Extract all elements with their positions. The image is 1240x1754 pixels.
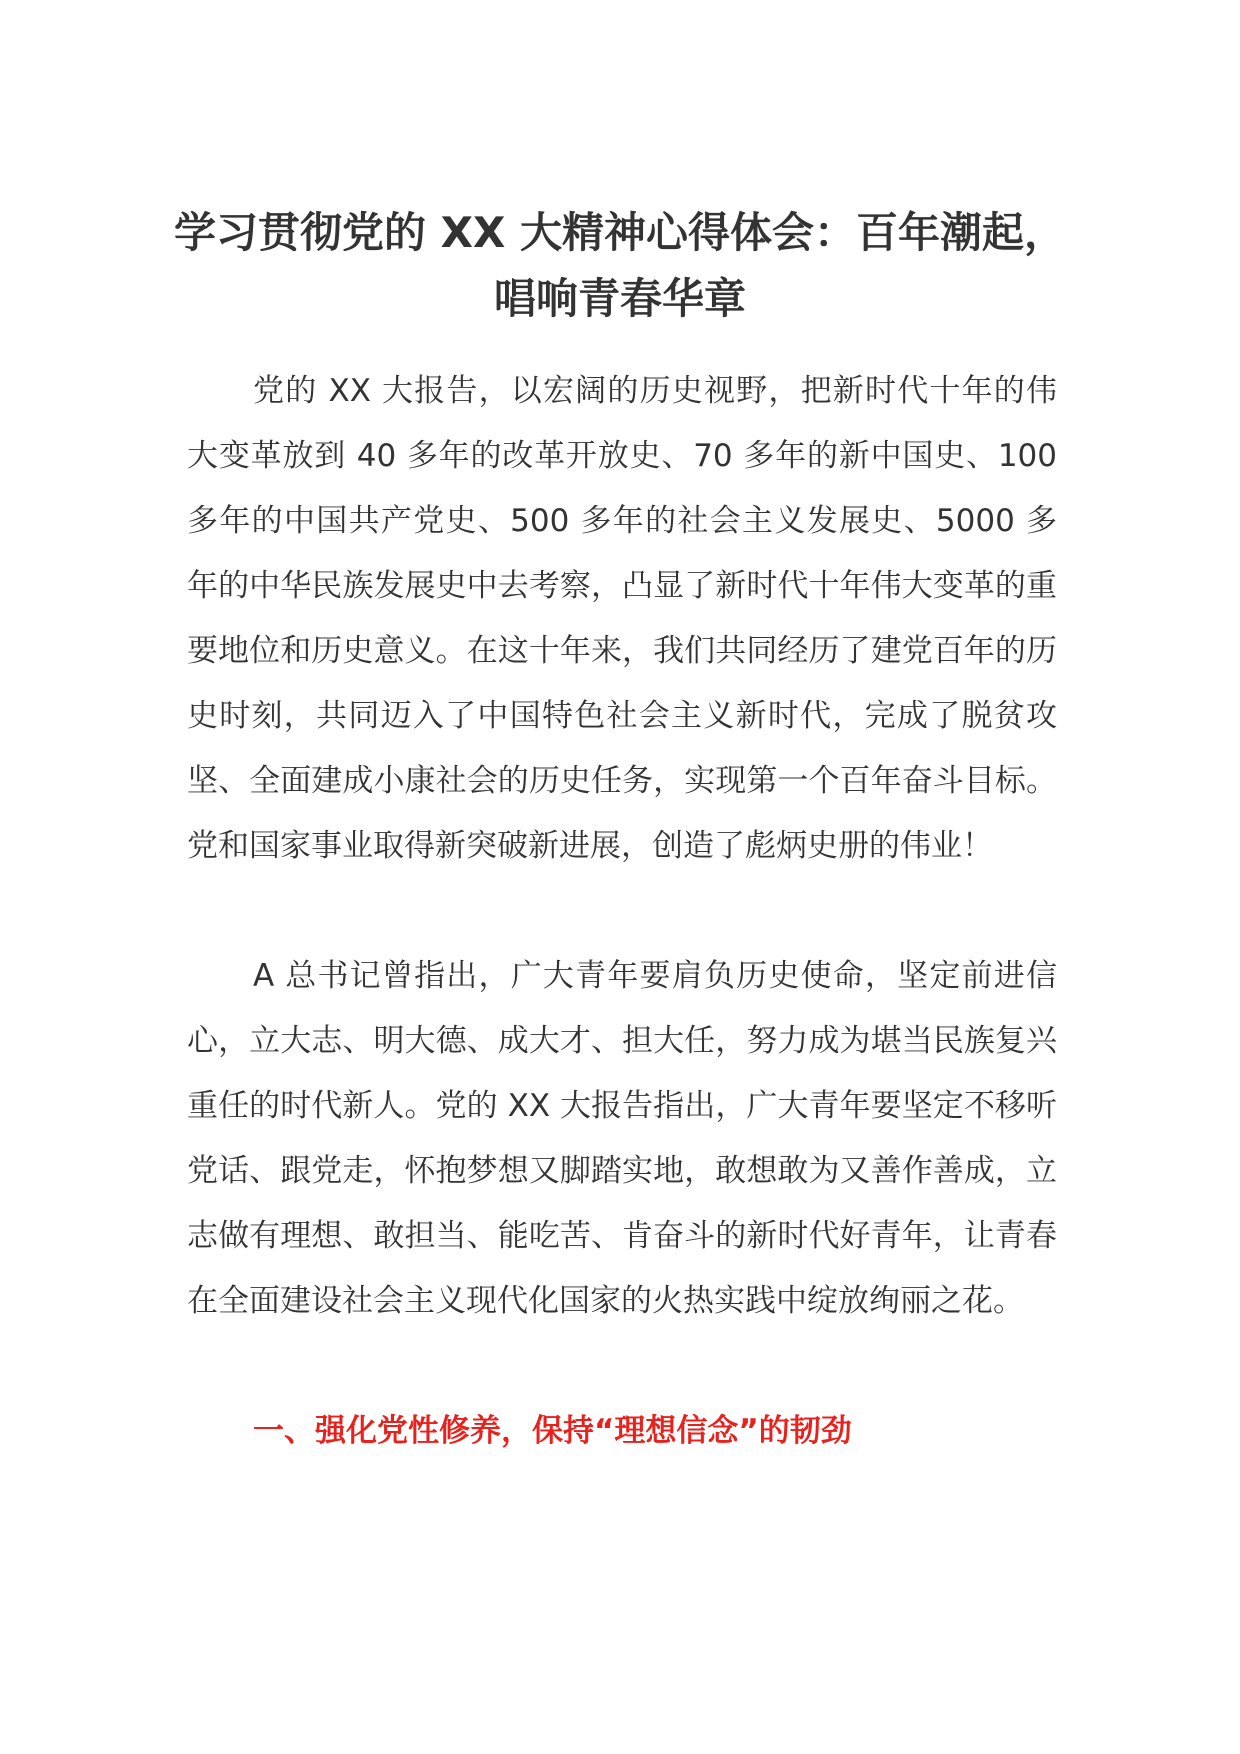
- paragraph-1: 党的 XX 大报告，以宏阔的历史视野，把新时代十年的伟大变革放到 40 多年的改革开放史、70 多年的新中国史、100 多年的中国共产党史、500 多年的社会主义发展史、5000 多年的中华民族发展史中去考察，凸显了新时代十年伟大变革的重要地位和历史意义。在这十年来，我们共同经历了建党百年的历史时刻，共同迈入了中国特色社会主义新时代，完成了脱贫攻坚、全面建成小康社会的历史任务，实现第一个百年奋斗目标。党和国家事业取得新突破新进展，创造了彪炳史册的伟业！: [187, 373, 1057, 864]
- paragraph-2: A 总书记曾指出，广大青年要肩负历史使命，坚定前进信心，立大志、明大德、成大才、担大任，努力成为堪当民族复兴重任的时代新人。党的 XX 大报告指出，广大青年要坚定不移听党话、跟党走，怀抱梦想又脚踏实地，敢想敢为又善作善成，立志做有理想、敢担当、能吃苦、肯奋斗的新时代好青年，让青春在全面建设社会主义现代化国家的火热实践中绽放绚丽之花。: [187, 958, 1057, 1319]
- section-heading: 一、强化党性修养，保持“理想信念”的韧劲: [253, 1413, 852, 1449]
- document-title: 学习贯彻党的 XX 大精神心得体会：百年潮起，唱响青春华章: [173, 208, 1066, 323]
